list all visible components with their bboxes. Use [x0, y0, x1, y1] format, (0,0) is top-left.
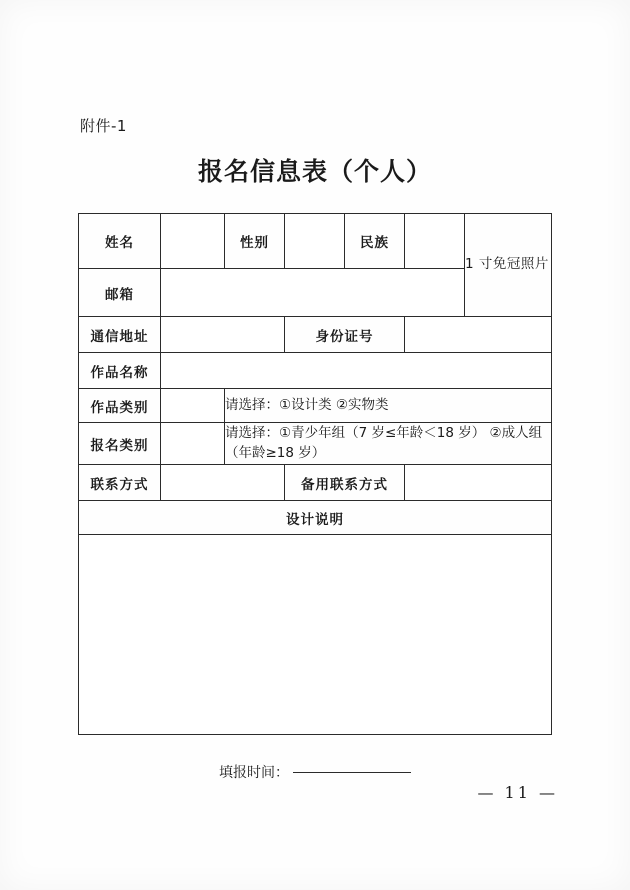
table-row	[79, 317, 552, 353]
field-design-description[interactable]	[79, 535, 552, 735]
photo-placeholder[interactable]: 1 寸免冠照片	[465, 214, 552, 317]
table-row	[79, 535, 552, 735]
field-registration-group[interactable]	[161, 423, 225, 465]
field-id-number[interactable]	[405, 317, 552, 353]
table-row	[79, 353, 552, 389]
attachment-label: 附件-1	[80, 117, 127, 135]
page-title: 报名信息表（个人）	[197, 157, 432, 186]
field-work-category[interactable]	[161, 389, 225, 423]
label-name: 姓名	[79, 214, 161, 269]
hint-work-category: 请选择：①设计类 ②实物类	[225, 389, 552, 423]
page-number: — 11 —	[477, 783, 558, 802]
label-work-title: 作品名称	[79, 353, 161, 389]
label-gender: 性别	[225, 214, 285, 269]
table-row	[79, 501, 552, 535]
registration-form-table	[78, 213, 552, 735]
field-contact[interactable]	[161, 465, 285, 501]
fill-date-row	[0, 762, 630, 782]
field-gender[interactable]	[285, 214, 345, 269]
label-address: 通信地址	[79, 317, 161, 353]
table-row	[79, 423, 552, 465]
fill-date-label: 填报时间：	[219, 765, 289, 781]
label-email: 邮箱	[79, 269, 161, 317]
field-address[interactable]	[161, 317, 285, 353]
label-backup-contact: 备用联系方式	[285, 465, 405, 501]
label-contact: 联系方式	[79, 465, 161, 501]
label-registration-group: 报名类别	[79, 423, 161, 465]
label-id-number: 身份证号	[285, 317, 405, 353]
table-row	[79, 389, 552, 423]
table-row	[79, 214, 552, 269]
label-work-category: 作品类别	[79, 389, 161, 423]
label-design-description: 设计说明	[79, 501, 552, 535]
field-ethnicity[interactable]	[405, 214, 465, 269]
fill-date-line[interactable]	[293, 772, 411, 773]
field-name[interactable]	[161, 214, 225, 269]
field-email[interactable]	[161, 269, 465, 317]
field-work-title[interactable]	[161, 353, 552, 389]
table-row	[79, 465, 552, 501]
label-ethnicity: 民族	[345, 214, 405, 269]
hint-registration-group: 请选择：①青少年组（7 岁≤年龄＜18 岁） ②成人组（年龄≥18 岁）	[225, 423, 552, 465]
field-backup-contact[interactable]	[405, 465, 552, 501]
